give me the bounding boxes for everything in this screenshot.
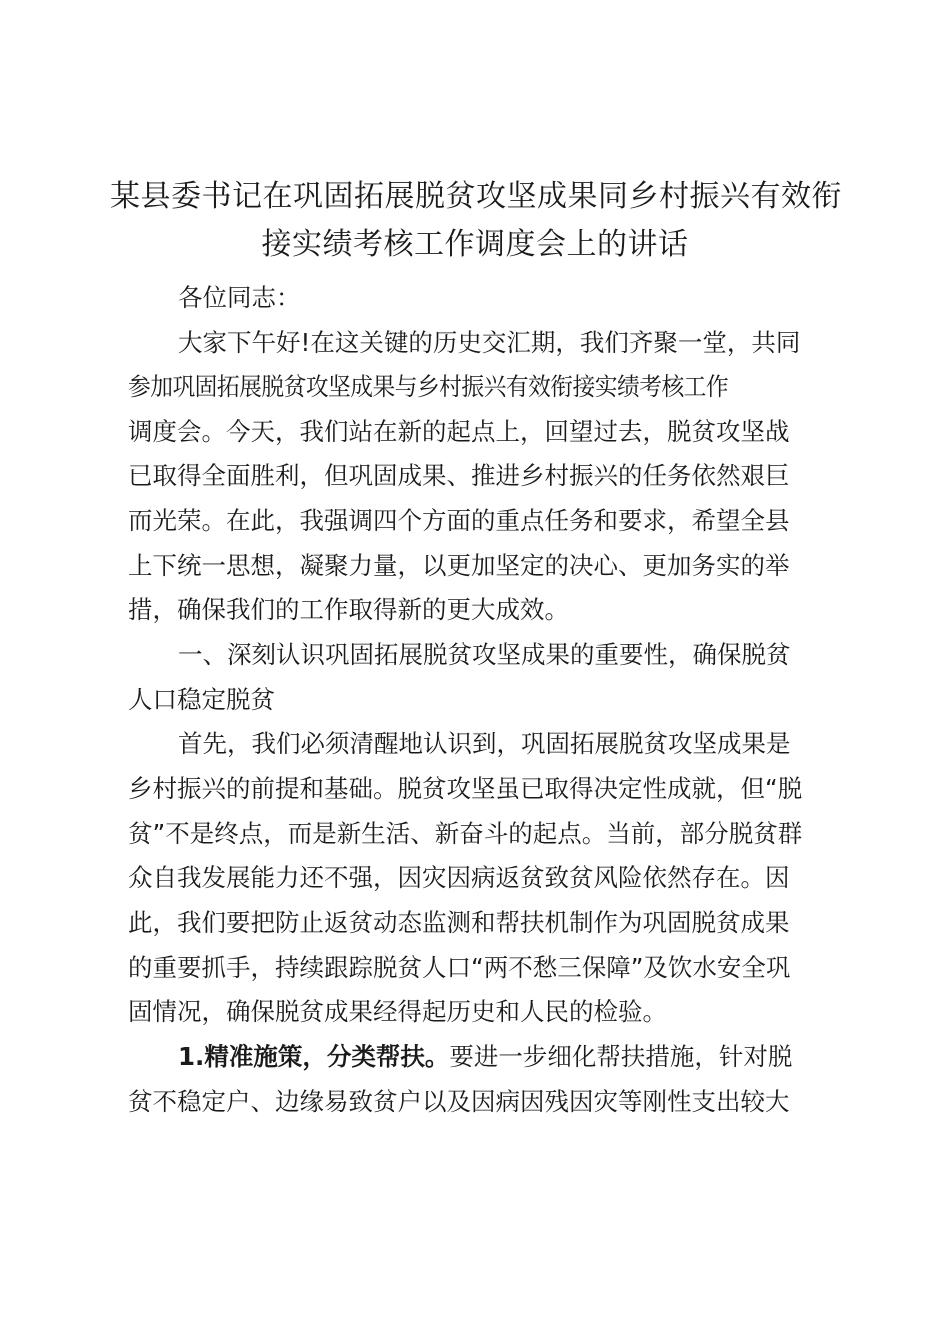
document-title-line-2: 接实绩考核工作调度会上的讲话 <box>261 227 689 262</box>
para1-line-5: 而光荣。在此，我强调四个方面的重点任务和要求，希望全县 <box>128 506 790 535</box>
para3-bold-lead: 1.精准施策，分类帮扶。 <box>178 1042 450 1071</box>
para2-line-1: 首先，我们必须清醒地认识到，巩固拓展脱贫攻坚成果是 <box>178 729 791 758</box>
document-title-line-1: 某县委书记在巩固拓展脱贫攻坚成果同乡村振兴有效衔 <box>110 179 842 214</box>
para3-line-1 <box>178 1043 792 1071</box>
para2-line-3: 贫”不是终点，而是新生活、新奋斗的起点。当前，部分脱贫群 <box>128 819 803 848</box>
para1-line-3: 调度会。今天，我们站在新的起点上，回望过去，脱贫攻坚战 <box>128 417 790 446</box>
para2-line-5: 此，我们要把防止返贫动态监测和帮扶机制作为巩固脱贫成果 <box>128 908 790 937</box>
para2-line-6: 的重要抓手，持续跟踪脱贫人口“两不愁三保障”及饮水安全巩 <box>128 953 791 982</box>
para2-line-2: 乡村振兴的前提和基础。脱贫攻坚虽已取得决定性成就，但“脱 <box>128 774 803 803</box>
heading1-line-2: 人口稳定脱贫 <box>128 685 275 714</box>
para1-line-4: 已取得全面胜利，但巩固成果、推进乡村振兴的任务依然艰巨 <box>128 461 790 490</box>
para2-line-7: 固情况，确保脱贫成果经得起历史和人民的检验。 <box>128 997 667 1026</box>
para1-line-1: 大家下午好!在这关键的历史交汇期，我们齐聚一堂，共同 <box>178 328 801 357</box>
para1-line-7: 措，确保我们的工作取得新的更大成效。 <box>128 595 569 624</box>
para1-line-6: 上下统一思想，凝聚力量，以更加坚定的决心、更加务实的举 <box>128 551 790 580</box>
para3-line-1-rest: 要进一步细化帮扶措施，针对脱 <box>449 1042 793 1071</box>
para1-line-2: 参加巩固拓展脱贫攻坚成果与乡村振兴有效衔接实绩考核工作 <box>128 372 729 401</box>
para3-line-2: 贫不稳定户、边缘易致贫户以及因病因残因灾等刚性支出较大 <box>128 1087 790 1116</box>
heading1-line-1: 一、深刻认识巩固拓展脱贫攻坚成果的重要性，确保脱贫 <box>178 640 791 669</box>
greeting: 各位同志： <box>178 283 301 312</box>
para2-line-4: 众自我发展能力还不强，因灾因病返贫致贫风险依然存在。因 <box>128 863 790 892</box>
